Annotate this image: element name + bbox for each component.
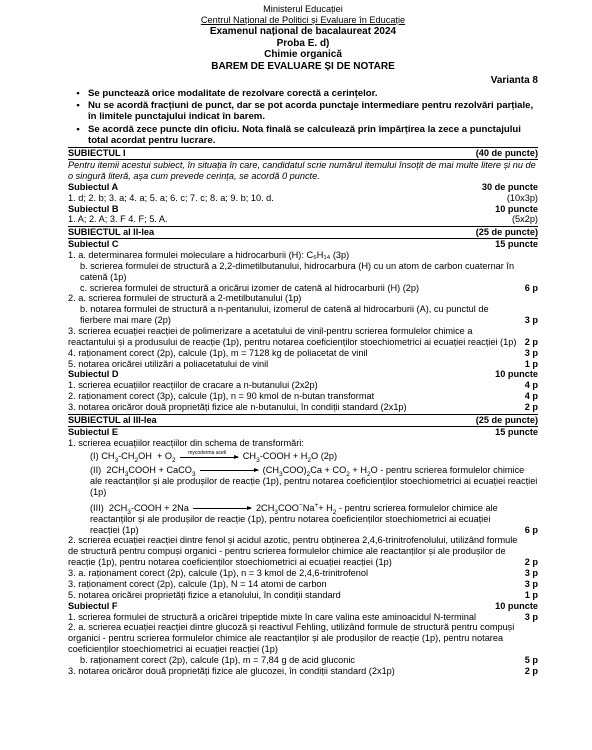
c5-item: 5. notarea oricărei utilizări a poliacetatului de vinil 1 p [68,358,538,369]
e1-equation-iii: (III) $2CH_3$-COOH + 2Na $2CH_3COO^-Na^++ H_2$ - pentru scrierea formulelor chimice ale reactanților și ale produșilor de reacție (1p), pentru notarea coeficienților stoechiometrici ai ecuației reacției (1p) 6 p [90,501,538,535]
subject-b-header: Subiectul B 10 puncte [68,203,538,214]
subject-title: Chimie organică [264,49,342,61]
reaction-arrow-icon: mycoderma aceti [180,457,238,458]
exam-title: Examenul național de bacalaureat 2024 [209,25,397,37]
variant-label: Varianta 8 [490,74,538,86]
subject-c-header: Subiectul C 15 puncte [68,239,538,250]
ministry-line: Ministerul Educației [263,4,343,14]
e4-item: 5. notarea oricărei proprietăți fizice a etanolului, în condiții standard 1 p [68,589,538,600]
rule-item: • Se punctează orice modalitate de rezolvare corectă a cerințelor. [76,87,378,99]
center-line: Centrul Național de Politici și Evaluare în Educație [200,14,406,25]
f2a-item: 2. a. scrierea ecuației reacției dintre glucoză și reactivul Fehling, utilizând formule de structură pentru compuși organici - pentru scrierea formulelor chimice ale reactanților și ale produșilor de reacție (1p), pentru notarea coeficienților stoechiometrici ai ecuației reacției (1p) [68,622,515,655]
d1-item: 1. scrierea ecuațiilor reacțiilor de cracare a n-butanului (2x2p) 4 p [68,380,538,391]
e1-equation-ii: (II) $2CH_3COOH$ + CaCO$_3$ $(CH_3COO)_2Ca + CO_2 + H_2O$ - pentru scrierea formulelor chimice ale reactanților și ale produșilor de reacție (1p), pentru notarea coeficienților stoechiometrici ai ecuației reacției (1p) [90,465,538,498]
reaction-arrow-icon [193,508,251,509]
d2-item: 2. raționament corect (3p), calcule (1p), n = 90 kmol de n-butan transformat 4 p [68,391,538,402]
e2-item: 2. scrierea ecuației reacției dintre fenol și acidul azotic, pentru obținerea 2,4,6-trinitrofenolului, utilizând formule de structură pentru compuși organici - pentru scrierea formulelor chimice ale reactanților și ale produșilor de reacție (1p), pentru notarea coeficienților stoechiometrici ai ecuației reacției (1p) 2 p [68,535,538,568]
c1a-item: 1. a. determinarea formulei moleculare a hidrocarburii (H): C₆H₁₄ (3p) [68,250,350,260]
section-3-header: SUBIECTUL al III-lea (25 de puncte) [68,414,538,425]
e3a-item: 3. a. raționament corect (2p), calcule (1p), n = 3 kmol de 2,4,6-trinitrofenol 3 p [68,568,538,579]
c3-item: 3. scrierea ecuației reacției de polimerizare a acetatului de vinil-pentru scrierea formulelor chimice a reactantului și a produsului de reacție (1p), pentru notarea coeficienților stoechiometrici ai ecuației reacției (1p) 2 p [68,326,538,347]
section-1-note: Pentru itemii acestui subiect, în situația în care, candidatul scrie numărul itemului însoțit de mai multe litere și nu de o singură literă, așa cum prevede cerința, se acordă 0 puncte. [68,160,536,181]
f2b-item: b. raționament corect (2p), calcule (1p), m = 7,84 g de acid gluconic 5 p [80,654,538,665]
c1c-item: c. scrierea formulei de structură a oricărui izomer de catenă al hidrocarburii (H) (2p) 6 p [80,282,538,293]
c4-item: 4. raționament corect (2p), calcule (1p), m = 7128 kg de poliacetat de vinil 3 p [68,347,538,358]
c2b-item: b. notarea formulei de structură a n-pentanului, izomerul de catenă al hidrocarburii (A), cu punctul de fierbere mai mare (2p) 3 p [80,304,538,326]
d3-item: 3. notarea oricăror două proprietăți fizice ale n-butanului, în condiții standard (2x1p) 2 p [68,402,538,413]
f1-item: 1. scrierea formulei de structură a oricărei tripeptide mixte în care valina este aminoacidul N-terminal 3 p [68,611,538,622]
subject-a-answers: 1. d; 2. b; 3. a; 4. a; 5. a; 6. c; 7. c; 8. a; 9. b; 10. d. (10x3p) [68,192,538,203]
subject-d-header: Subiectul D 10 puncte [68,369,538,380]
subject-b-answers: 1. A; 2. A; 3. F 4. F; 5. A. (5x2p) [68,214,538,225]
section-2-header: SUBIECTUL al II-lea (25 de puncte) [68,227,538,238]
e3b-item: 3. raționament corect (2p), calcule (1p), N = 14 atomi de carbon 3 p [68,578,538,589]
subject-a-header: Subiectul A 30 de puncte [68,181,538,192]
subject-e-header: Subiectul E 15 puncte [68,426,538,437]
f3-item: 3. notarea oricăror două proprietăți fizice ale glucozei, în condiții standard (2x1p) 2 p [68,665,538,676]
rule-item: • Se acordă zece puncte din oficiu. Nota finală se calculează prin împărțirea la zece a punctajului total acordat pentru lucrare. [76,123,521,146]
c2a-item: 2. a. scrierea formulei de structură a 2-metilbutanului (1p) [68,293,302,304]
c1b-item: b. scrierea formulei de structură a 2,2-dimetilbutanului, hidrocarbura (H) cu un atom de carbon cuaternar în catenă (1p) [80,260,515,282]
rule-item: • Nu se acordă fracțiuni de punct, dar se pot acorda punctaje intermediare pentru rezolvări parțiale, în limitele punctajului indicat în barem. [76,100,534,123]
e1-equation-i: (I) $CH_3-CH_2OH + O_2$ mycoderma aceti $CH_3$-COOH + $H_2O$ (2p) [90,449,338,465]
subject-f-header: Subiectul F 10 puncte [68,600,538,611]
reaction-arrow-icon [200,470,258,471]
proba-title: Proba E. d) [276,37,330,49]
section-1-header: SUBIECTUL I (40 de puncte) [68,148,538,159]
e1-item: 1. scrierea ecuațiilor reacțiilor din schema de transformări: [68,437,304,448]
barem-page [68,4,538,677]
barem-title: BAREM DE EVALUARE ȘI DE NOTARE [211,61,395,73]
